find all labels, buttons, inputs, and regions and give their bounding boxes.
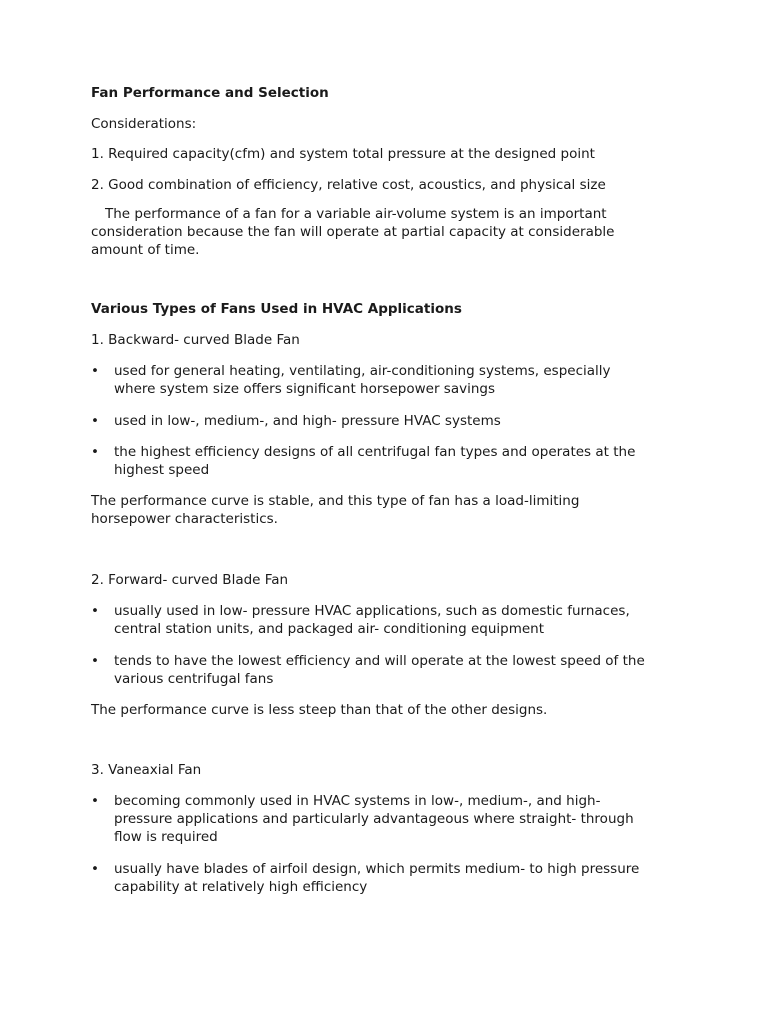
list-item-line: highest speed xyxy=(114,462,210,478)
intro-paragraph-line: The performance of a fan for a variable air-volume system is an important xyxy=(105,206,607,222)
list-item-line: pressure applications and particularly advantageous where straight- through xyxy=(114,811,634,827)
fan-type-heading-3: 3. Vaneaxial Fan xyxy=(91,762,202,778)
bullet-icon: • xyxy=(91,793,99,809)
fan-type-heading-1: 1. Backward- curved Blade Fan xyxy=(91,332,300,348)
list-item-line: used for general heating, ventilating, air-conditioning systems, especially xyxy=(114,363,611,379)
list-item-text xyxy=(114,362,694,398)
bullet-icon: • xyxy=(91,363,99,379)
list-item-line: flow is required xyxy=(114,829,218,845)
fan-type-heading-2: 2. Forward- curved Blade Fan xyxy=(91,572,289,588)
bullet-icon: • xyxy=(91,444,99,460)
list-item-line: tends to have the lowest efficiency and will operate at the lowest speed of the xyxy=(114,653,645,669)
document-title: Fan Performance and Selection xyxy=(91,85,329,101)
list-item-line: usually have blades of airfoil design, which permits medium- to high pressure xyxy=(114,861,640,877)
bullet-icon: • xyxy=(91,653,99,669)
bullet-icon: • xyxy=(91,603,99,619)
fan-note-line: The performance curve is stable, and this type of fan has a load-limiting xyxy=(91,493,580,509)
intro-paragraph-line: amount of time. xyxy=(91,242,200,258)
list-item-text: used in low-, medium-, and high- pressure HVAC systems xyxy=(114,413,501,429)
list-item-text xyxy=(114,652,694,688)
list-item-text xyxy=(114,860,694,896)
list-item-text xyxy=(114,602,694,638)
list-item-line: central station units, and packaged air- conditioning equipment xyxy=(114,621,545,637)
section-heading: Various Types of Fans Used in HVAC Applications xyxy=(91,301,462,317)
list-item-line: capability at relatively high efficiency xyxy=(114,879,368,895)
list-item-text xyxy=(114,792,694,846)
bullet-icon: • xyxy=(91,861,99,877)
list-item-text xyxy=(114,443,694,479)
considerations-label: Considerations: xyxy=(91,116,197,132)
consideration-item-1: 1. Required capacity(cfm) and system total pressure at the designed point xyxy=(91,146,595,162)
list-item-line: usually used in low- pressure HVAC applications, such as domestic furnaces, xyxy=(114,603,630,619)
fan-note-line: The performance curve is less steep than that of the other designs. xyxy=(91,702,548,718)
intro-paragraph-line: consideration because the fan will operate at partial capacity at considerable xyxy=(91,224,615,240)
list-item-line: the highest efficiency designs of all centrifugal fan types and operates at the xyxy=(114,444,636,460)
consideration-item-2: 2. Good combination of efficiency, relative cost, acoustics, and physical size xyxy=(91,177,606,193)
fan-note-line: horsepower characteristics. xyxy=(91,511,278,527)
list-item-line: where system size offers significant horsepower savings xyxy=(114,381,495,397)
list-item-line: becoming commonly used in HVAC systems in low-, medium-, and high- xyxy=(114,793,601,809)
list-item-line: various centrifugal fans xyxy=(114,671,274,687)
bullet-icon: • xyxy=(91,413,99,429)
